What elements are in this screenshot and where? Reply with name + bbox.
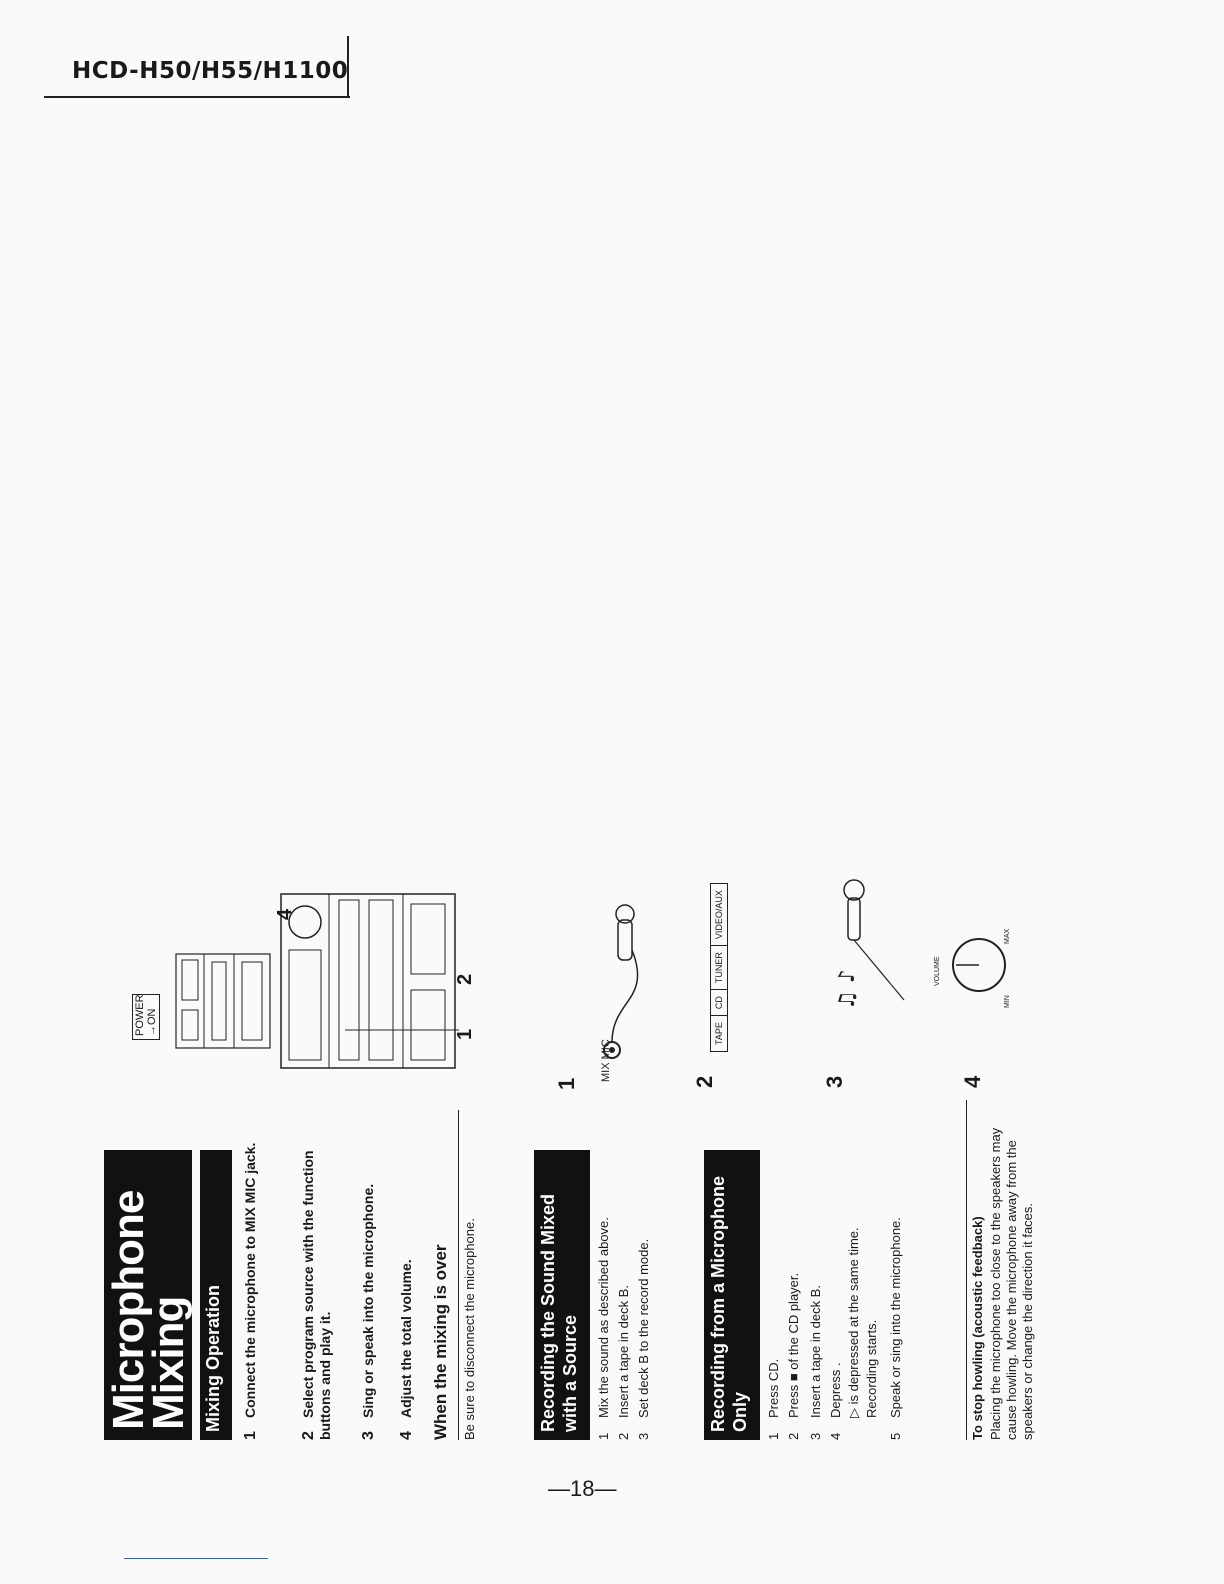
page-number: —18—: [548, 1476, 617, 1501]
callout-4: 4: [274, 908, 296, 920]
function-button-video-aux[interactable]: VIDEO/AUX: [714, 890, 724, 940]
mixing-heading: Mixing Operation: [200, 1150, 232, 1440]
microphone-jack-illustration: [592, 900, 662, 1060]
mixing-step-1: 1Connect the microphone to MIX MIC jack.: [242, 1142, 259, 1440]
page-title: Microphone Mixing: [104, 1150, 192, 1440]
figure-label-1: 1: [554, 1077, 579, 1090]
mixing-over-heading: When the mixing is over: [431, 1244, 450, 1440]
power-label: POWER →ON: [132, 994, 160, 1040]
record-source-heading: Recording the Sound Mixed with a Source: [534, 1150, 590, 1440]
howling-text: Placing the microphone too close to the speakers may cause howling. Move the microphone away from the speakers or change the direction it faces.: [988, 1127, 1035, 1440]
function-button-tuner[interactable]: TUNER: [711, 945, 727, 989]
stereo-unit-large-illustration: [279, 890, 459, 1070]
footer-rule: [124, 1558, 268, 1559]
callout-1: 1: [454, 1028, 476, 1040]
mixing-step-3: 3Sing or speak into the microphone.: [360, 1183, 377, 1440]
figure-label-4: 4: [960, 1075, 985, 1088]
record-source-step-1: 1Mix the sound as described above.: [596, 1217, 611, 1440]
header-rule: [44, 96, 350, 98]
stereo-unit-small-illustration: [174, 950, 274, 1050]
volume-max-label: MAX: [1004, 928, 1011, 944]
microphone-singing-illustration: [824, 870, 914, 1020]
record-source-step-3: 3Set deck B to the record mode.: [636, 1238, 651, 1440]
svg-text:♫ ♪: ♫ ♪: [835, 969, 860, 1010]
howling-heading: To stop howling (acoustic feedback): [970, 1216, 985, 1440]
function-button-tape[interactable]: TAPE: [711, 1015, 727, 1051]
record-source-step-2: 2Insert a tape in deck B.: [616, 1285, 631, 1440]
callout-2: 2: [454, 973, 476, 985]
rotated-content: [104, 320, 1084, 1440]
record-mic-step-4: 4Depress .: [828, 1362, 843, 1440]
record-mic-step-3: 3Insert a tape in deck B.: [808, 1285, 823, 1440]
figure-label-3: 3: [822, 1075, 847, 1088]
record-mic-step-4-note-2: Recording starts.: [864, 1319, 879, 1418]
header-rule-vertical: [347, 36, 349, 98]
divider: [966, 1100, 967, 1440]
divider: [458, 1110, 459, 1440]
function-button-cd[interactable]: CD: [711, 989, 727, 1015]
mixing-step-4: 4Adjust the total volume.: [398, 1259, 415, 1440]
mixing-over-text: Be sure to disconnect the microphone.: [462, 1218, 477, 1440]
model-number: HCD-H50/H55/H1100: [72, 58, 349, 84]
record-mic-step-1: 1Press CD.: [766, 1358, 781, 1440]
figure-label-2: 2: [692, 1075, 717, 1088]
function-buttons: [710, 883, 728, 1052]
record-mic-step-2: 2Press ■ of the CD player.: [786, 1272, 801, 1440]
record-mic-heading: Recording from a Microphone Only: [704, 1150, 760, 1440]
volume-label: VOLUME: [934, 956, 941, 986]
volume-min-label: MIN: [1004, 995, 1011, 1008]
record-mic-step-5: 5Speak or sing into the microphone.: [888, 1217, 903, 1440]
mixing-step-2: 2Select program source with the function buttons and play it.: [300, 1150, 333, 1440]
record-mic-step-4-note: ▷ is depressed at the same time.: [846, 1227, 861, 1418]
mix-mic-label: MIX MIC: [600, 1039, 612, 1082]
